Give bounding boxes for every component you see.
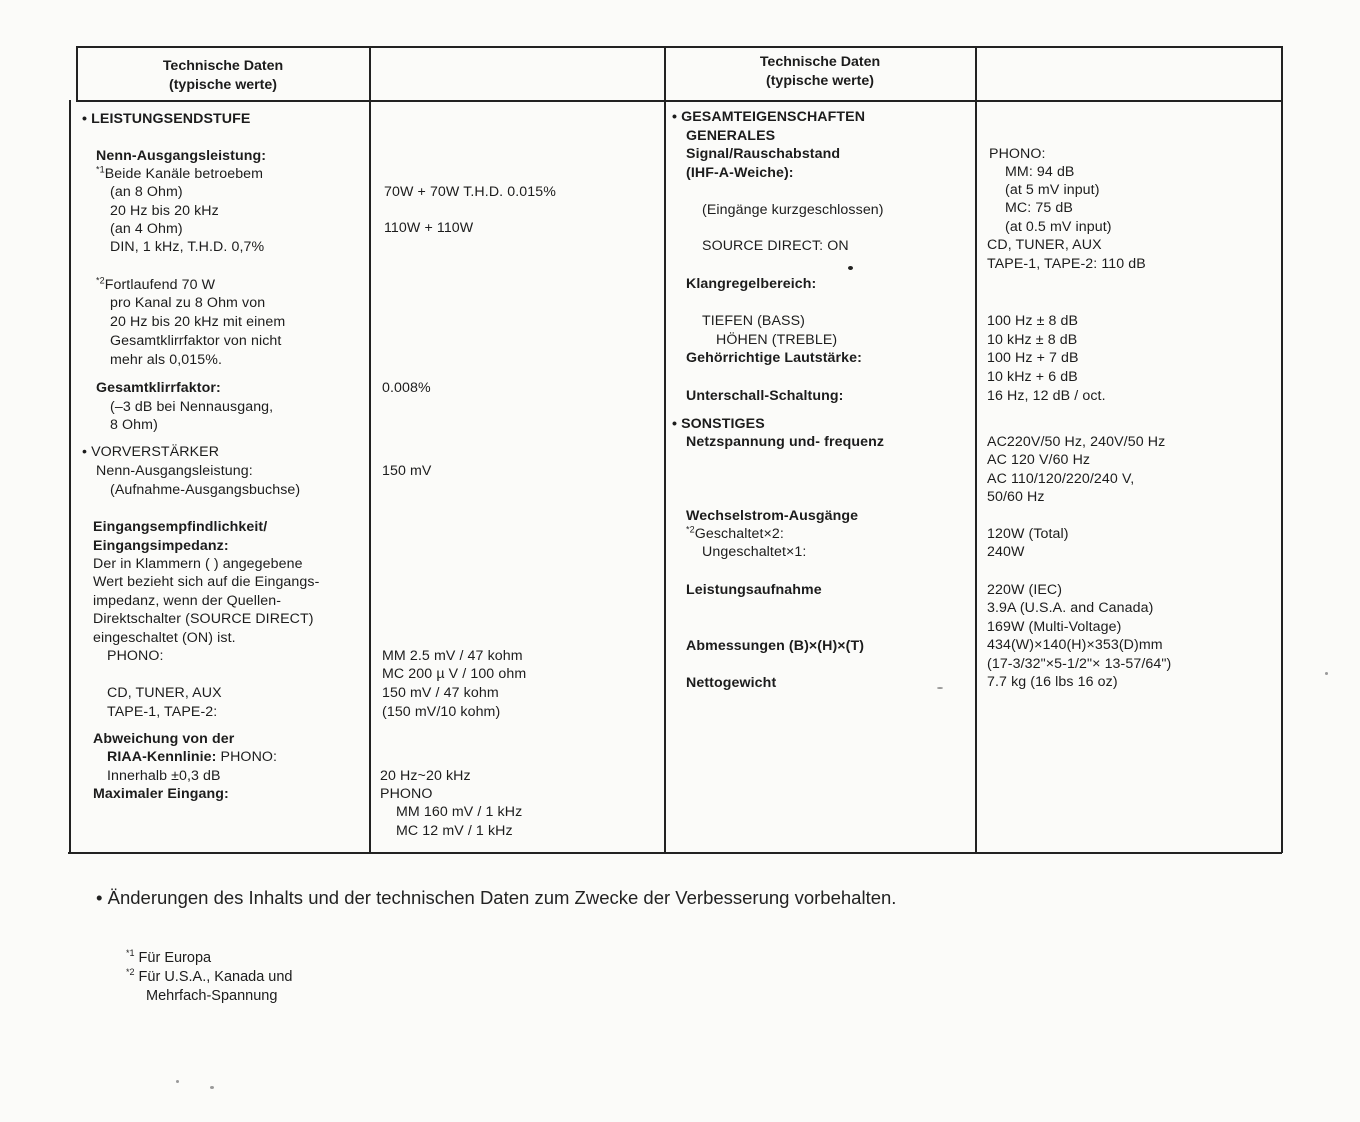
value-power-supply: 50/60 Hz: [987, 489, 1045, 505]
value-max-phono: PHONO: [380, 786, 433, 802]
footnote-marker: *2: [686, 524, 695, 535]
label-phono: PHONO:: [107, 648, 164, 664]
value-bass: 100 Hz ± 8 dB: [987, 313, 1079, 329]
value-output-8ohm: 70W + 70W T.H.D. 0.015%: [384, 184, 556, 200]
column-header-left: [78, 57, 368, 95]
footnote-text: Mehrfach-Spannung: [146, 988, 278, 1004]
footnote-text: Für Europa: [138, 950, 212, 966]
value-switched: 120W (Total): [987, 526, 1069, 542]
label-abweichung: Abweichung von der: [93, 731, 235, 747]
label-maximaler-eingang: Maximaler Eingang:: [93, 786, 229, 802]
value-max-mm: MM 160 mV / 1 kHz: [396, 804, 523, 820]
table-bottom-border: [68, 852, 1282, 854]
label-signal-rausch: Signal/Rauschabstand: [686, 146, 841, 162]
label-text: Fortlaufend 70 W: [104, 277, 216, 293]
value-thd: 0.008%: [382, 380, 431, 396]
section-title: GESAMTEIGENSCHAFTEN: [681, 109, 866, 125]
value-power-supply: AC 110/120/220/240 V,: [987, 471, 1135, 487]
value-power-supply: AC 120 V/60 Hz: [987, 452, 1091, 468]
label-an-4-ohm: (an 4 Ohm): [110, 221, 183, 237]
section-leistungsendstufe: • LEISTUNGSENDSTUFE: [82, 111, 251, 127]
label-text: Geschaltet×2:: [694, 526, 784, 542]
header-subtitle: (typische werte): [168, 77, 277, 93]
value-output-4ohm: 110W + 110W: [384, 220, 474, 236]
value-dimensions: 434(W)×140(H)×353(D)mm: [987, 637, 1163, 653]
section-gesamteigenschaften: • GESAMTEIGENSCHAFTEN: [672, 109, 866, 125]
header-title: Technische Daten: [759, 54, 881, 70]
label-20hz-20khz: 20 Hz bis 20 kHz: [110, 203, 219, 219]
label-tape: TAPE-1, TAPE-2:: [107, 704, 218, 720]
text-line: eingeschaltet (ON) ist.: [93, 630, 236, 646]
label-tiefen: TIEFEN (BASS): [702, 313, 805, 329]
scan-speck: [937, 687, 943, 689]
text-line: Innerhalb ±0,3 dB: [107, 768, 221, 784]
header-subtitle: (typische werte): [765, 73, 874, 89]
label-klangregelbereich: Klangregelbereich:: [686, 276, 817, 292]
label-loudness: Gehörrichtige Lautstärke:: [686, 350, 862, 366]
text-line: impedanz, wenn der Quellen-: [93, 593, 282, 609]
table-right-border: [1281, 46, 1283, 853]
scan-speck: [210, 1086, 214, 1089]
label-geschaltet: [686, 525, 784, 544]
value-cd: 150 mV / 47 kohm: [382, 685, 499, 701]
label-leistungsaufnahme: Leistungsaufnahme: [686, 582, 822, 598]
value-loudness-high: 10 kHz + 6 dB: [987, 369, 1078, 385]
label-ihf-a: (IHF-A-Weiche):: [686, 165, 794, 181]
section-title: VORVERSTÄRKER: [91, 444, 220, 460]
text-line: (Aufnahme-Ausgangsbuchse): [110, 482, 301, 498]
value-max-mc: MC 12 mV / 1 kHz: [396, 823, 513, 839]
column-divider-3: [975, 46, 977, 853]
value-dimensions-inch: (17-3/32"×5-1/2"× 13-57/64"): [987, 656, 1172, 672]
value-unswitched: 240W: [987, 544, 1025, 560]
label-text: RIAA-Kennlinie:: [107, 749, 217, 765]
notice-text: Änderungen des Inhalts und der technischen Daten zum Zwecke der Verbesserung vorbehalten.: [107, 887, 897, 908]
footnote-marker: *2: [126, 967, 135, 978]
value-weight: 7.7 kg (16 lbs 16 oz): [987, 674, 1118, 690]
section-title: LEISTUNGSENDSTUFE: [91, 111, 251, 127]
scan-speck: [1325, 672, 1328, 675]
value-consumption: 3.9A (U.S.A. and Canada): [987, 600, 1154, 616]
label-abmessungen: Abmessungen (B)×(H)×(T): [686, 638, 865, 654]
text-line: 20 Hz bis 20 kHz mit einem: [110, 314, 286, 330]
text-line: (–3 dB bei Nennausgang,: [110, 399, 274, 415]
label-beide-kanaele: [96, 165, 263, 184]
label-subsonic: Unterschall-Schaltung:: [686, 388, 844, 404]
text-line: pro Kanal zu 8 Ohm von: [110, 295, 266, 311]
label-eingangsimpedanz: Eingangsimpedanz:: [93, 538, 229, 554]
section-subtitle: GENERALES: [686, 128, 776, 144]
text-line: Wert bezieht sich auf die Eingangs-: [93, 574, 320, 590]
value-power-supply: AC220V/50 Hz, 240V/50 Hz: [987, 434, 1166, 450]
value-phono-mc: MC 200 µ V / 100 ohm: [382, 666, 527, 682]
label-fortlaufend: [96, 276, 215, 295]
footnote-1: [126, 949, 211, 968]
value-treble: 10 kHz ± 8 dB: [987, 332, 1078, 348]
section-sonstiges: • SONSTIGES: [672, 416, 765, 432]
label-eingangsempfindlichkeit: Eingangsempfindlichkeit/: [93, 519, 268, 535]
label-din: DIN, 1 kHz, T.H.D. 0,7%: [110, 239, 265, 255]
value-subsonic: 16 Hz, 12 dB / oct.: [987, 388, 1106, 404]
text-line: Direktschalter (SOURCE DIRECT): [93, 611, 314, 627]
footnote-2: [126, 968, 293, 987]
value-phono: PHONO:: [989, 146, 1046, 162]
value-tape-snr: TAPE-1, TAPE-2: 110 dB: [987, 256, 1146, 272]
column-header-right: [666, 53, 974, 91]
label-wechselstrom: Wechselstrom-Ausgänge: [686, 508, 859, 524]
value-mc-snr: MC: 75 dB: [1005, 200, 1073, 216]
value-riaa-range: 20 Hz~20 kHz: [380, 768, 471, 784]
label-gesamtklirrfaktor: Gesamtklirrfaktor:: [96, 380, 221, 396]
text-line: 8 Ohm): [110, 417, 158, 433]
value-cd-snr-label: CD, TUNER, AUX: [987, 237, 1102, 253]
text-line: mehr als 0,015%.: [110, 352, 223, 368]
label-nettogewicht: Nettogewicht: [686, 675, 777, 691]
label-nenn-ausgangsleistung: Nenn-Ausgangsleistung:: [96, 148, 267, 164]
column-divider-2: [664, 46, 666, 853]
value-loudness-low: 100 Hz + 7 dB: [987, 350, 1079, 366]
table-left-border: [69, 100, 71, 853]
label-hoehen: HÖHEN (TREBLE): [716, 332, 838, 348]
label-text: PHONO:: [216, 749, 278, 765]
label-netzspannung: Netzspannung und- frequenz: [686, 434, 885, 450]
value-text: (at 0.5 mV input): [1005, 219, 1112, 235]
label-an-8-ohm: (an 8 Ohm): [110, 184, 183, 200]
footnote-text: Für U.S.A., Kanada und: [138, 969, 293, 985]
value-mm-snr: MM: 94 dB: [1005, 164, 1075, 180]
label-riaa: [107, 748, 277, 767]
text-line: Gesamtklirrfaktor von nicht: [110, 333, 282, 349]
text-line: Der in Klammern ( ) angegebene: [93, 556, 303, 572]
scan-speck: [176, 1080, 179, 1083]
label-cd-tuner-aux: CD, TUNER, AUX: [107, 685, 222, 701]
footnote-marker: *1: [126, 948, 135, 959]
footnote-marker: *1: [96, 164, 105, 175]
value-tape: (150 mV/10 kohm): [382, 704, 501, 720]
table-header-divider: [76, 100, 1282, 102]
section-vorverstaerker: • VORVERSTÄRKER: [82, 444, 220, 460]
text-line: (Eingänge kurzgeschlossen): [702, 202, 884, 218]
section-title: SONSTIGES: [681, 416, 765, 432]
label-nenn-ausgangsleistung-2: Nenn-Ausgangsleistung:: [96, 463, 253, 479]
column-divider-1: [369, 46, 371, 853]
label-text: Beide Kanäle betroebem: [104, 166, 264, 182]
table-top-border: [76, 46, 1282, 48]
label-source-direct: SOURCE DIRECT: ON: [702, 238, 849, 254]
value-phono-mm: MM 2.5 mV / 47 kohm: [382, 648, 523, 664]
value-rec-out: 150 mV: [382, 463, 432, 479]
value-consumption: 169W (Multi-Voltage): [987, 619, 1122, 635]
header-title: Technische Daten: [162, 58, 284, 74]
scan-speck: [848, 266, 853, 270]
value-consumption: 220W (IEC): [987, 582, 1063, 598]
value-text: (at 5 mV input): [1005, 182, 1100, 198]
notice: • Änderungen des Inhalts und der technischen Daten zum Zwecke der Verbesserung vorbehalten.: [96, 887, 897, 908]
footnote-marker: *2: [96, 275, 105, 286]
label-ungeschaltet: Ungeschaltet×1:: [702, 544, 807, 560]
